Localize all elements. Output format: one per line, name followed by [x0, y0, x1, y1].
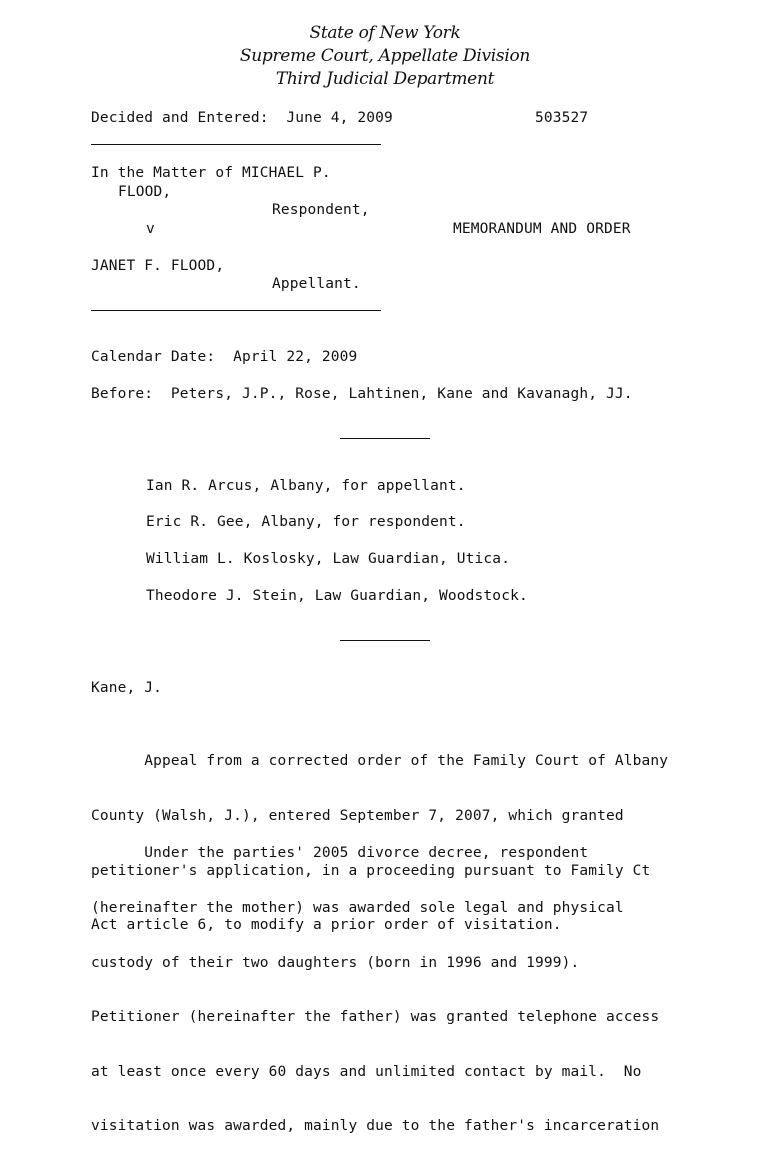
- court-state: State of New York: [309, 23, 461, 43]
- paragraph-line: County (Walsh, J.), entered September 7, 2007, which granted: [91, 808, 624, 825]
- memorandum-title: MEMORANDUM AND ORDER: [453, 221, 631, 237]
- law-guardian-1: William L. Koslosky, Law Guardian, Utica.: [146, 551, 511, 567]
- opinion-paragraph-2: [91, 808, 691, 1172]
- court-department: Third Judicial Department: [275, 69, 495, 89]
- appellant-role: Appellant.: [272, 276, 361, 292]
- counsel-appellant: Ian R. Arcus, Albany, for appellant.: [146, 478, 466, 494]
- law-guardian-2: Theodore J. Stein, Law Guardian, Woodstock.: [146, 588, 528, 604]
- counsel-respondent: Eric R. Gee, Albany, for respondent.: [146, 514, 466, 530]
- calendar-date: Calendar Date: April 22, 2009: [91, 349, 358, 365]
- paragraph-line: custody of their two daughters (born in 1996 and 1999).: [91, 954, 580, 971]
- respondent-role: Respondent,: [272, 202, 370, 218]
- matter-line-2: FLOOD,: [118, 184, 172, 200]
- docket-number: 503527: [535, 110, 589, 126]
- separator-rule-2: [340, 640, 430, 641]
- court-name: Supreme Court, Appellate Division: [239, 46, 531, 66]
- paragraph-line: Appeal from a corrected order of the Family Court of Albany: [91, 753, 669, 770]
- opinion-author: Kane, J.: [91, 680, 163, 696]
- court-header: [0, 22, 770, 91]
- separator-rule-1: [340, 438, 430, 439]
- paragraph-line: (hereinafter the mother) was awarded sole legal and physical: [91, 900, 624, 917]
- paragraph-line: visitation was awarded, mainly due to the father's incarceration: [91, 1118, 660, 1135]
- matter-line-1: In the Matter of MICHAEL P.: [91, 165, 331, 181]
- caption-bottom-rule: [91, 310, 381, 311]
- versus: v: [146, 221, 155, 237]
- paragraph-line: Under the parties' 2005 divorce decree, respondent: [91, 845, 589, 862]
- decided-entered: Decided and Entered: June 4, 2009: [91, 110, 393, 126]
- paragraph-line: at least once every 60 days and unlimited contact by mail. No: [91, 1063, 642, 1080]
- paragraph-line: Petitioner (hereinafter the father) was granted telephone access: [91, 1009, 660, 1026]
- paragraph-line: Act article 6, to modify a prior order of visitation.: [91, 917, 562, 934]
- appellant-name: JANET F. FLOOD,: [91, 258, 225, 274]
- paragraph-line: petitioner's application, in a proceeding pursuant to Family Ct: [91, 862, 651, 879]
- caption-top-rule: [91, 144, 381, 145]
- before-panel: Before: Peters, J.P., Rose, Lahtinen, Kane and Kavanagh, JJ.: [91, 386, 633, 402]
